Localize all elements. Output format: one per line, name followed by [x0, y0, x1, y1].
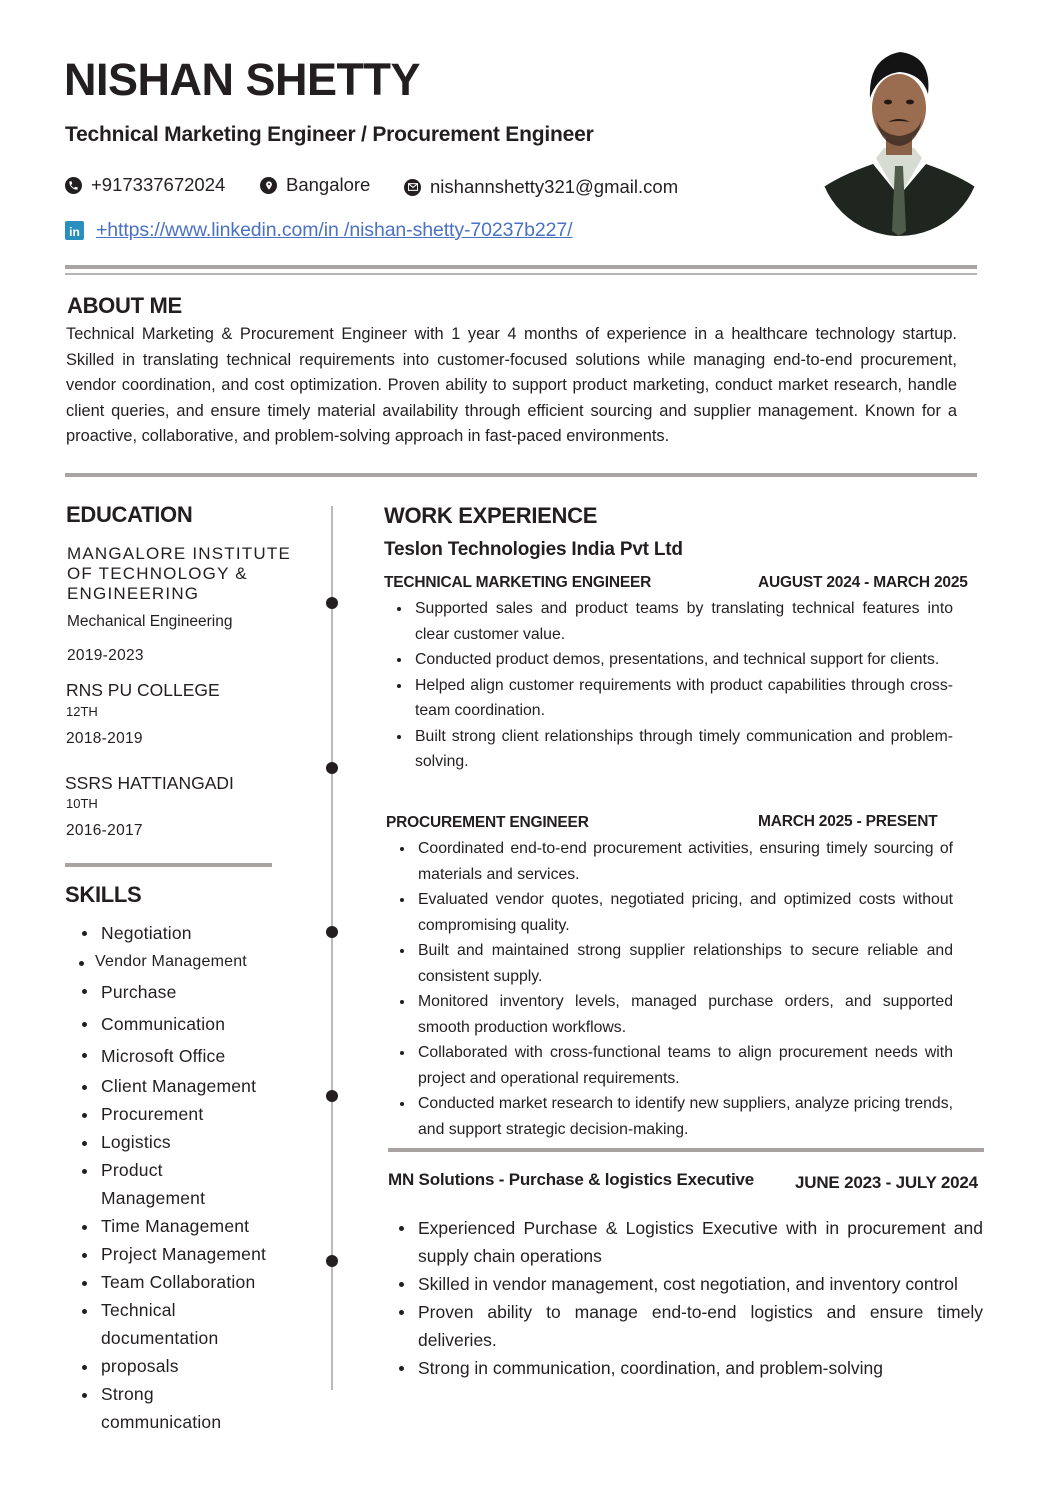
role-bullets-2 — [387, 836, 953, 1142]
edu-institution-3: SSRS HATTIANGADI — [65, 773, 234, 793]
bullet-item: Monitored inventory levels, managed purchase orders, and supported smooth production workflows. — [387, 989, 953, 1040]
edu-years-1: 2019-2023 — [67, 647, 144, 664]
skill-item: proposals — [80, 1352, 310, 1380]
bullet-item: Coordinated end-to-end procurement activities, ensuring timely sourcing of materials and services. — [387, 836, 953, 887]
edu-grade-2: 12TH — [66, 704, 98, 719]
linkedin-row — [65, 219, 572, 242]
skill-item: Client Management — [80, 1072, 310, 1100]
location-text: Bangalore — [286, 174, 371, 195]
profile-photo — [818, 36, 981, 236]
company-name: Teslon Technologies India Pvt Ltd — [384, 539, 683, 560]
timeline-dot — [326, 1090, 338, 1102]
header-divider-thin — [65, 273, 977, 275]
skill-item: Vendor Management — [77, 948, 310, 976]
timeline-dot — [326, 762, 338, 774]
bullet-item: Built strong client relationships through timely communication and problem-solving. — [384, 724, 953, 775]
phone-icon — [65, 177, 82, 194]
about-text: Technical Marketing & Procurement Engineer with 1 year 4 months of experience in a healthcare technology startup. Skilled in translating technical requirements into customer-focused solutions while managing end-to-end procurement, vendor coordination, and cost optimization. Proven ability to support product marketing, conduct market research, handle client queries, and ensure timely material availability through efficient sourcing and supplier management. Known for a proactive, collaborative, and problem-solving approach in fast-paced environments. — [66, 325, 957, 445]
previous-job-dates: JUNE 2023 - JULY 2024 — [795, 1173, 978, 1192]
previous-job-title: MN Solutions - Purchase & logistics Executive — [388, 1170, 755, 1189]
work-divider — [388, 1148, 984, 1152]
bullet-item: Helped align customer requirements with product capabilities through cross-team coordination. — [384, 673, 953, 724]
bullet-item: Proven ability to manage end-to-end logistics and ensure timely deliveries. — [388, 1298, 983, 1354]
email-icon — [404, 179, 421, 196]
contact-location — [260, 174, 370, 196]
role-bullets-1 — [384, 596, 953, 775]
header-divider-thick — [65, 265, 977, 269]
edu-grade-3: 10TH — [66, 796, 98, 811]
contact-phone — [65, 174, 225, 196]
bullet-item: Collaborated with cross-functional teams to align procurement needs with project and operational requirements. — [387, 1040, 953, 1091]
skill-item: Procurement — [80, 1100, 310, 1128]
skill-item: Time Management — [80, 1212, 310, 1240]
skills-heading: SKILLS — [65, 882, 142, 907]
education-heading: EDUCATION — [66, 502, 193, 527]
edu-institution-2: RNS PU COLLEGE — [66, 680, 220, 700]
skill-item: Purchase — [80, 976, 310, 1009]
bullet-item: Supported sales and product teams by translating technical features into clear customer value. — [384, 596, 953, 647]
skill-item: Negotiation — [80, 918, 310, 948]
bullet-item: Strong in communication, coordination, and problem-solving — [388, 1354, 983, 1382]
phone-number: +917337672024 — [91, 174, 226, 195]
edu-degree-1: Mechanical Engineering — [67, 613, 233, 630]
skill-item: Communication — [80, 1009, 310, 1040]
edu-years-2: 2018-2019 — [66, 730, 143, 747]
linkedin-icon: in — [65, 221, 84, 240]
location-pin-icon — [260, 177, 277, 194]
bullet-item: Skilled in vendor management, cost negotiation, and inventory control — [388, 1270, 983, 1298]
about-divider — [65, 473, 977, 477]
role-title-2: PROCUREMENT ENGINEER — [386, 814, 589, 831]
timeline-dot — [326, 597, 338, 609]
skill-item: Project Management — [80, 1240, 310, 1268]
role-title-1: TECHNICAL MARKETING ENGINEER — [384, 574, 652, 591]
skill-item: Microsoft Office — [80, 1040, 310, 1072]
skill-item: Team Collaboration — [80, 1268, 310, 1296]
candidate-name: NISHAN SHETTY — [64, 54, 421, 105]
edu-years-3: 2016-2017 — [66, 822, 143, 839]
skill-item: Logistics — [80, 1128, 310, 1156]
timeline-dot — [326, 926, 338, 938]
linkedin-link[interactable]: +https://www.linkedin.com/in /nishan-shetty-70237b227/ — [96, 219, 573, 241]
skill-item: Product Management — [80, 1156, 230, 1212]
bullet-item: Built and maintained strong supplier relationships to secure reliable and consistent supply. — [387, 938, 953, 989]
skill-item: Technical documentation — [80, 1296, 230, 1352]
work-experience-heading: WORK EXPERIENCE — [384, 503, 598, 528]
timeline-dot — [326, 1255, 338, 1267]
email-address[interactable]: nishannshetty321@gmail.com — [430, 176, 679, 197]
contact-email — [404, 176, 678, 198]
role-dates-1: AUGUST 2024 - MARCH 2025 — [758, 574, 968, 591]
job-title: Technical Marketing Engineer / Procurement Engineer — [65, 123, 594, 146]
bullet-item: Evaluated vendor quotes, negotiated pricing, and optimized costs without compromising quality. — [387, 887, 953, 938]
bullet-item: Conducted product demos, presentations, and technical support for clients. — [384, 647, 953, 673]
skills-list — [80, 918, 310, 1436]
bullet-item: Experienced Purchase & Logistics Executive with in procurement and supply chain operations — [388, 1214, 983, 1270]
education-divider — [65, 863, 272, 867]
skill-item: Strong communication — [80, 1380, 230, 1436]
bullet-item: Conducted market research to identify new suppliers, analyze pricing trends, and support strategic decision-making. — [387, 1091, 953, 1142]
about-heading: ABOUT ME — [67, 293, 182, 318]
role-dates-2: MARCH 2025 - PRESENT — [758, 813, 938, 830]
previous-job-bullets — [388, 1214, 983, 1382]
edu-institution-1: MANGALORE INSTITUTE OF TECHNOLOGY & ENGINEERING — [67, 544, 291, 603]
